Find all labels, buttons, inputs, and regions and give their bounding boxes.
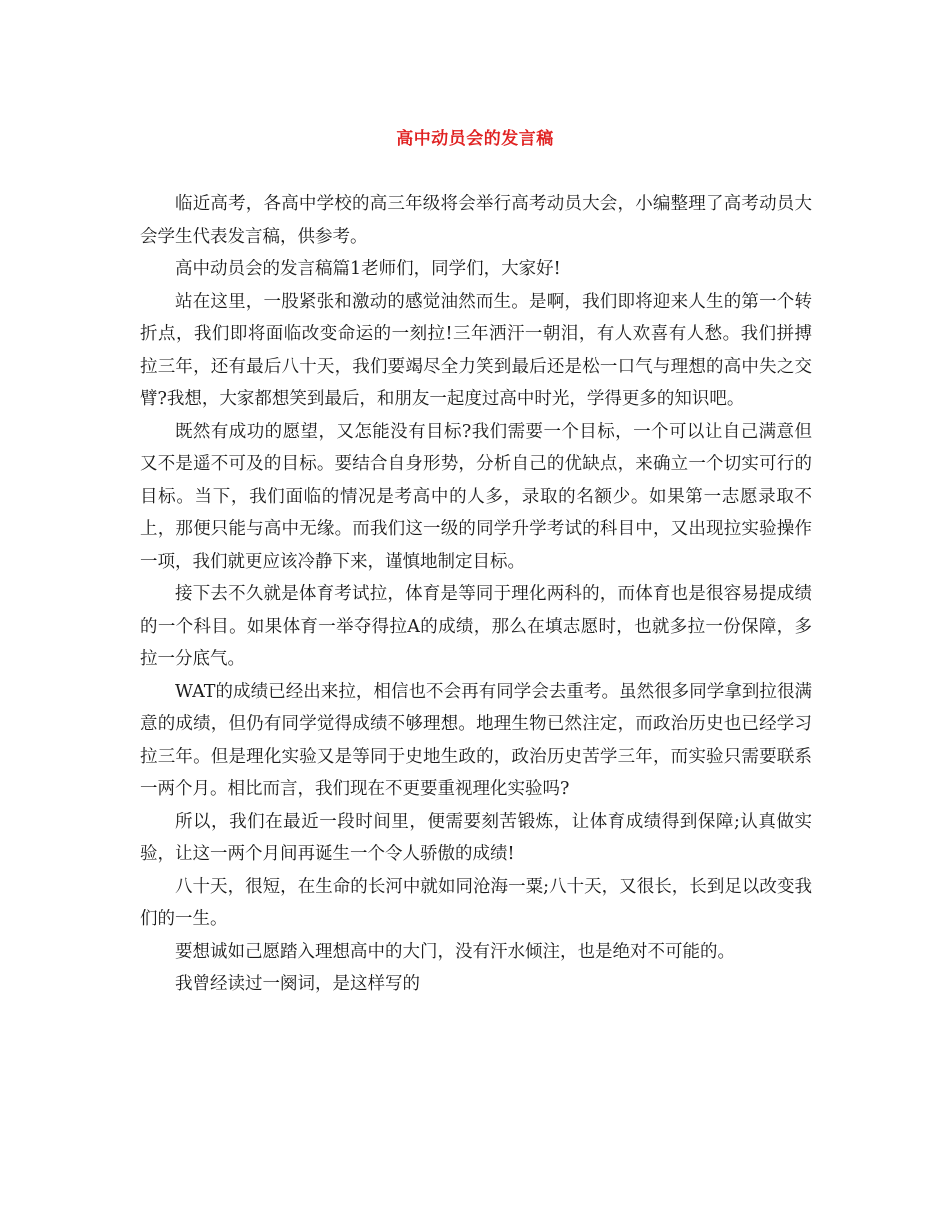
paragraph: 接下去不久就是体育考试拉，体育是等同于理化两科的，而体育也是很容易提成绩的一个科目。如果体育一举夺得拉A的成绩，那么在填志愿时，也就多拉一份保障，多拉一分底气。: [140, 584, 812, 669]
paragraph: 既然有成功的愿望，又怎能没有目标?我们需要一个目标，一个可以让自己满意但又不是遥不可及的目标。要结合自身形势，分析自己的优缺点，来确立一个切实可行的目标。当下，我们面临的情况是考高中的人多，录取的名额少。如果第一志愿录取不上，那便只能与高中无缘。而我们这一级的同学升学考试的科目中，又出现拉实验操作一项，我们就更应该冷静下来，谨慎地制定目标。: [140, 421, 812, 572]
document-title: 高中动员会的发言稿: [396, 129, 554, 149]
paragraph: 临近高考，各高中学校的高三年级将会举行高考动员大会，小编整理了高考动员大会学生代表发言稿，供参考。: [140, 194, 812, 247]
document-body: [140, 188, 812, 1001]
paragraph: WAT的成绩已经出来拉，相信也不会再有同学会去重考。虽然很多同学拿到拉很满意的成绩，但仍有同学觉得成绩不够理想。地理生物已然注定，而政治历史也已经学习拉三年。但是理化实验又是等同于史地生政的，政治历史苦学三年，而实验只需要联系一两个月。相比而言，我们现在不更要重视理化实验吗?: [140, 681, 812, 799]
paragraph: 高中动员会的发言稿篇1老师们，同学们，大家好!: [175, 259, 561, 279]
paragraph: 要想诚如己愿踏入理想高中的大门，没有汗水倾注，也是绝对不可能的。: [175, 941, 735, 962]
paragraph: 所以，我们在最近一段时间里，便需要刻苦锻炼，让体育成绩得到保障;认真做实验，让这一两个月间再诞生一个令人骄傲的成绩!: [140, 811, 812, 864]
paragraph: 八十天，很短，在生命的长河中就如同沧海一粟;八十天，又很长，长到足以改变我们的一生。: [140, 876, 812, 929]
paragraph: 我曾经读过一阕词，是这样写的: [175, 974, 420, 994]
paragraph: 站在这里，一股紧张和激动的感觉油然而生。是啊，我们即将迎来人生的第一个转折点，我们即将面临改变命运的一刻拉!三年洒汗一朝泪，有人欢喜有人愁。我们拼搏拉三年，还有最后八十天，我们要竭尽全力笑到最后还是松一口气与理想的高中失之交臂?我想，大家都想笑到最后，和朋友一起度过高中时光，学得更多的知识吧。: [140, 291, 812, 409]
